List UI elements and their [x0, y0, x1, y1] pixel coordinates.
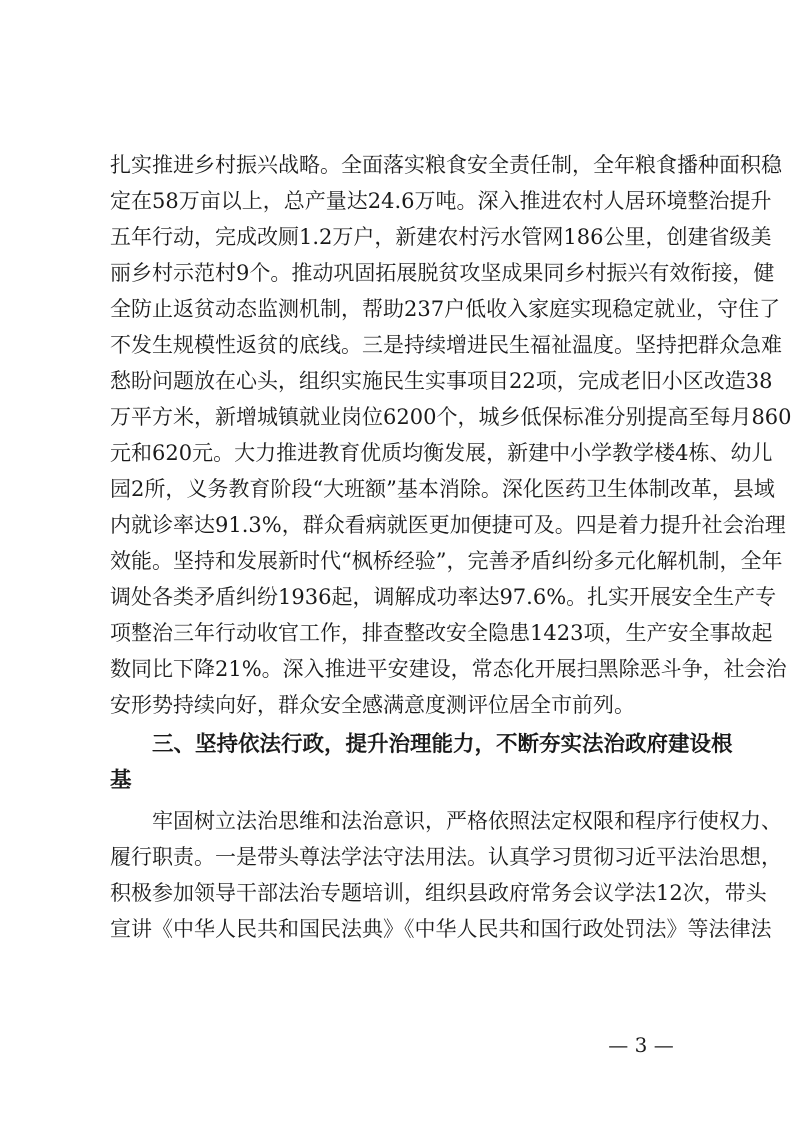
- section-heading: 三、坚持依法行政，提升治理能力，不断夯实法治政府建设根: [152, 732, 733, 757]
- body-line: 扎实推进乡村振兴战略。全面落实粮食安全责任制，全年粮食播种面积稳: [110, 153, 782, 177]
- body-line: 效能。坚持和发展新时代“枫桥经验”，完善矛盾纠纷多元化解机制，全年: [110, 549, 783, 573]
- body-line: 元和620元。大力推进教育优质均衡发展，新建中小学教学楼4栋、幼儿: [110, 441, 773, 465]
- body-line: 园2所，义务教育阶段“大班额”基本消除。深化医药卫生体制改革，县域: [110, 477, 775, 501]
- body-line: 履行职责。一是带头尊法学法守法用法。认真学习贯彻习近平法治思想，: [110, 845, 782, 869]
- body-line: 安形势持续向好，群众安全感满意度测评位居全市前列。: [110, 693, 635, 717]
- body-line: 不发生规模性返贫的底线。三是持续增进民生福祉温度。坚持把群众急难: [110, 333, 782, 357]
- body-line: 牢固树立法治思维和法治意识，严格依照法定权限和程序行使权力、: [152, 809, 782, 833]
- body-line: 内就诊率达91.3%，群众看病就医更加便捷可及。四是着力提升社会治理: [110, 513, 786, 537]
- body-line: 丽乡村示范村9个。推动巩固拓展脱贫攻坚成果同乡村振兴有效衔接，健: [110, 261, 775, 285]
- body-line: 宣讲《中华人民共和国民法典》《中华人民共和国行政处罚法》等法律法: [110, 917, 772, 941]
- body-line: 全防止返贫动态监测机制，帮助237户低收入家庭实现稳定就业，守住了: [110, 297, 781, 321]
- body-line: 万平方米，新增城镇就业岗位6200个，城乡低保标准分别提高至每月860: [110, 405, 792, 429]
- page-number: — 3 —: [608, 1033, 674, 1057]
- body-line: 定在58万亩以上，总产量达24.6万吨。深入推进农村人居环境整治提升: [110, 189, 772, 213]
- body-line: 愁盼问题放在心头，组织实施民生实事项目22项，完成老旧小区改造38: [110, 369, 773, 393]
- section-heading: 基: [110, 768, 132, 793]
- body-line: 项整治三年行动收官工作，排查整改安全隐患1423项，生产安全事故起: [110, 621, 773, 645]
- body-line: 积极参加领导干部法治专题培训，组织县政府常务会议学法12次，带头: [110, 881, 767, 905]
- body-line: 数同比下降21%。深入推进平安建设，常态化开展扫黑除恶斗争，社会治: [110, 657, 787, 681]
- body-line: 调处各类矛盾纠纷1936起，调解成功率达97.6%。扎实开展安全生产专: [110, 585, 777, 609]
- body-line: 五年行动，完成改厕1.2万户，新建农村污水管网186公里，创建省级美: [110, 225, 772, 249]
